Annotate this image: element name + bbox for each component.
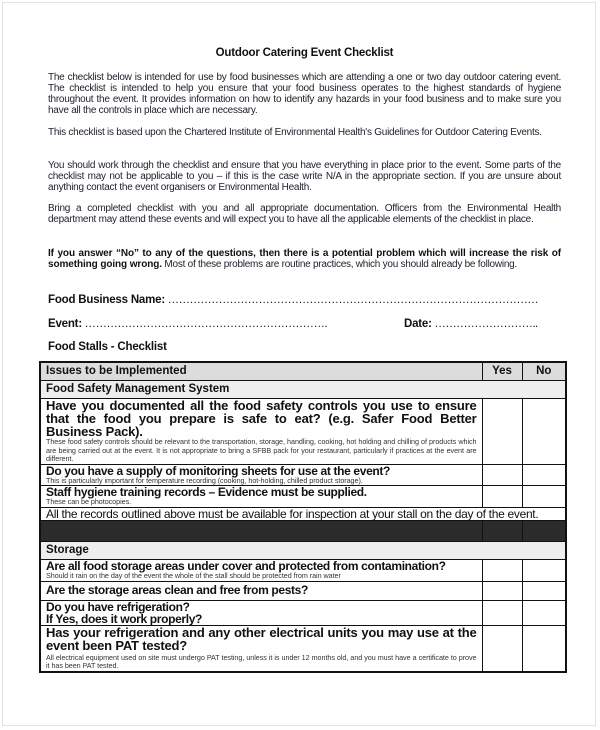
- question-cell: [40, 600, 482, 625]
- question-cell: [40, 581, 482, 600]
- section-title: Storage: [40, 542, 566, 560]
- section-row-storage: [40, 542, 566, 560]
- event-field[interactable]: [48, 318, 327, 330]
- table-row: [40, 486, 566, 508]
- question-text: Has your refrigeration and any other electrical units you may use at the event been PAT tested?: [46, 624, 477, 653]
- question-text: Do you have a supply of monitoring sheets for use at the event?: [46, 463, 391, 478]
- header-issues: Issues to be Implemented: [40, 362, 482, 381]
- section-footer-row: [40, 507, 566, 521]
- question-cell: [40, 625, 482, 672]
- yes-checkbox-cell[interactable]: [482, 600, 522, 625]
- header-no: No: [522, 362, 566, 381]
- divider-cell: [522, 521, 566, 542]
- no-checkbox-cell[interactable]: [522, 399, 566, 465]
- header-yes: Yes: [482, 362, 522, 381]
- table-row: [40, 399, 566, 465]
- no-checkbox-cell[interactable]: [522, 581, 566, 600]
- question-text: Are all food storage areas under cover and protected from contamination?: [46, 559, 446, 573]
- no-checkbox-cell[interactable]: [522, 600, 566, 625]
- yes-checkbox-cell[interactable]: [482, 560, 522, 582]
- instructions-paragraph: You should work through the checklist and ensure that you have everything in place prior to the event. Some parts of the checklist may not be applicable to you – if this is the case write N/A in the appropriate section. If you are unsure about anything contact the event organisers or Environmental Health.: [48, 160, 561, 193]
- yes-checkbox-cell[interactable]: [482, 399, 522, 465]
- question-cell: [40, 486, 482, 508]
- question-cell: [40, 399, 482, 465]
- checklist-heading: Food Stalls - Checklist: [48, 341, 167, 353]
- table-row: [40, 464, 566, 486]
- question-text: Do you have refrigeration?: [46, 599, 190, 614]
- guidelines-paragraph: This checklist is based upon the Chartered Institute of Environmental Health's Guidelines for Outdoor Catering Events.: [48, 127, 542, 138]
- no-checkbox-cell[interactable]: [522, 464, 566, 486]
- question-note: These food safety controls should be relevant to the transportation, storage, handling, cooking, hot holding and chilling of products which are being carried out at the event. It is not appropriate to bring a SFBB pack for your restaurant, particularly if practices at the event are different.: [46, 437, 477, 463]
- business-name-field[interactable]: [48, 294, 538, 306]
- table-row: [40, 581, 566, 600]
- event-blank[interactable]: ………………………………………………………….: [81, 318, 327, 330]
- question-cell: [40, 464, 482, 486]
- question-text: Have you documented all the food safety controls you use to ensure that the food you prepare is safe to eat? (e.g. Safer Food Better Business Pack).: [46, 398, 477, 439]
- date-blank[interactable]: ………………………..: [431, 318, 538, 330]
- warning-bold: If you answer “No” to any of the questions, then there is a potential problem which will increase the risk of something going wrong.: [48, 248, 561, 270]
- question-note: All electrical equipment used on site must undergo PAT testing, unless it is under 12 months old, and you must have a certificate to prove it has been PAT tested.: [46, 652, 477, 670]
- no-checkbox-cell[interactable]: [522, 560, 566, 582]
- question-note: Should it rain on the day of the event the whole of the stall should be protected from rain water: [46, 571, 341, 580]
- yes-checkbox-cell[interactable]: [482, 464, 522, 486]
- table-row: [40, 625, 566, 672]
- no-checkbox-cell[interactable]: [522, 486, 566, 508]
- business-name-label: Food Business Name:: [48, 294, 165, 306]
- section-row-food-safety: [40, 381, 566, 399]
- records-notice: All the records outlined above must be available for inspection at your stall on the day of the event.: [40, 507, 566, 521]
- checklist-table: [39, 361, 567, 673]
- question-cell: [40, 560, 482, 582]
- question-note: This is particularly important for temperature recording (cooking, hot-holding, chilled product storage).: [46, 475, 363, 485]
- event-label: Event:: [48, 318, 82, 330]
- yes-checkbox-cell[interactable]: [482, 486, 522, 508]
- divider-row: [40, 521, 566, 542]
- question-text: Staff hygiene training records – Evidence must be supplied.: [46, 485, 367, 499]
- question-text: Are the storage areas clean and free from pests?: [46, 582, 308, 597]
- divider-cell: [482, 521, 522, 542]
- yes-checkbox-cell[interactable]: [482, 581, 522, 600]
- business-name-blank[interactable]: …………………………………………………………………………………………: [164, 294, 539, 306]
- warning-paragraph: [48, 248, 561, 270]
- no-checkbox-cell[interactable]: [522, 625, 566, 672]
- warning-rest: Most of these problems are routine practices, which you should already be following.: [161, 259, 517, 270]
- table-row: [40, 600, 566, 625]
- section-title: Food Safety Management System: [40, 381, 566, 399]
- document-title: Outdoor Catering Event Checklist: [215, 47, 394, 59]
- divider-cell: [40, 521, 482, 542]
- question-note: These can be photocopies.: [46, 497, 132, 506]
- date-field[interactable]: [404, 318, 538, 330]
- table-row: [40, 560, 566, 582]
- table-header-row: [40, 362, 566, 381]
- date-label: Date:: [404, 318, 432, 330]
- yes-checkbox-cell[interactable]: [482, 625, 522, 672]
- document-page: [2, 2, 596, 726]
- question-text-followup: If Yes, does it work properly?: [46, 611, 202, 626]
- documentation-paragraph: Bring a completed checklist with you and all appropriate documentation. Officers from the Environmental Health department may attend these events and will expect you to have all the applicable elements of the checklist in place.: [48, 203, 561, 225]
- intro-paragraph: The checklist below is intended for use by food businesses which are attending a one or two day outdoor catering event. The checklist is intended to help you ensure that your food business operates to the highest standards of hygiene throughout the event. It provides information on how to identify any hazards in your food business and to make sure you have all the controls in place which are necessary.: [48, 72, 561, 116]
